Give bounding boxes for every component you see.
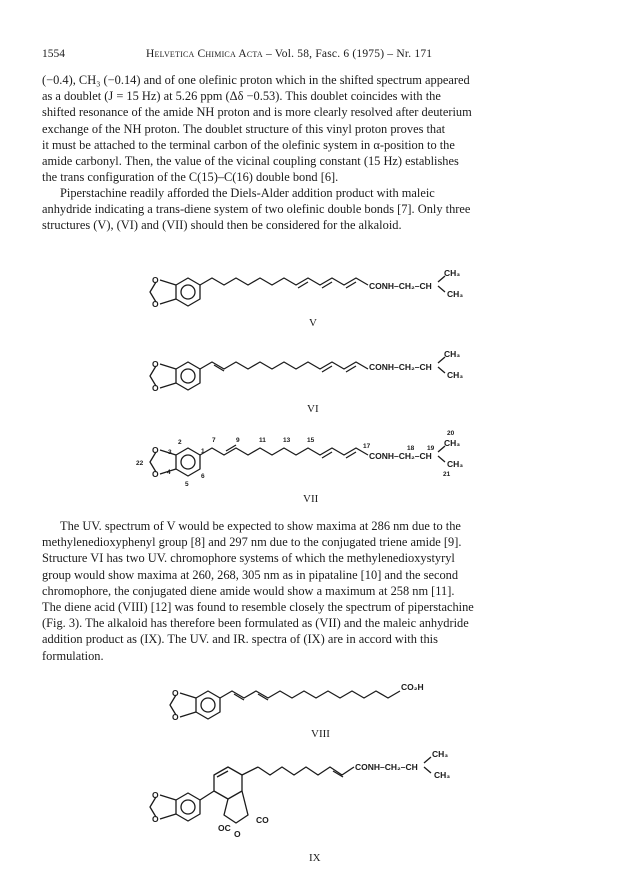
structure-vi xyxy=(0,334,632,416)
amide-group: CONH–CH₂–CH xyxy=(355,762,418,772)
polyene-chain xyxy=(220,691,400,698)
structure-vii xyxy=(0,420,632,508)
text-line: anhydride indicating a trans-diene system of two olefinic double bonds [7]. Only three xyxy=(42,202,471,217)
structure-v xyxy=(0,250,632,330)
text-line: The diene acid (VIII) [12] was found to resemble closely the spectrum of piperstachine xyxy=(42,600,474,615)
structure-label: VI xyxy=(307,403,319,415)
methylenedioxyphenyl-ring xyxy=(150,275,200,309)
methyl-label: CH₃ xyxy=(447,370,464,380)
polyene-chain xyxy=(200,278,368,285)
atom-number: 20 xyxy=(447,430,455,437)
atom-number: 13 xyxy=(283,437,291,444)
running-title xyxy=(146,48,432,60)
oxygen-label: O xyxy=(152,383,159,393)
atom-number: 2 xyxy=(178,439,182,446)
atom-number: 22 xyxy=(136,460,144,467)
oxygen-label: O xyxy=(152,790,159,800)
amide-group: CONH–CH₂–CH xyxy=(369,281,432,291)
journal-citation: – Vol. 58, Fasc. 6 (1975) – Nr. 171 xyxy=(265,48,433,60)
structure-v-drawing xyxy=(0,250,632,330)
structure-ix xyxy=(0,745,632,865)
text-line: formulation. xyxy=(42,648,104,663)
text-line: exchange of the NH proton. The doublet structure of this vinyl proton proves that xyxy=(42,121,446,136)
text-line: the trans configuration of the C(15)–C(16) double bond [6]. xyxy=(42,170,339,185)
methylenedioxyphenyl-ring xyxy=(150,790,200,824)
text-line: shifted resonance of the amide NH proton and is more clearly resolved after deuterium xyxy=(42,105,472,120)
page-number: 1554 xyxy=(42,48,65,60)
atom-number: 6 xyxy=(201,473,205,480)
text-line: (Fig. 3). The alkaloid has therefore been formulated as (VII) and the maleic anhydride xyxy=(42,616,469,631)
atom-number: 1 xyxy=(201,448,205,455)
oxygen-label: O xyxy=(152,469,159,479)
atom-number: 17 xyxy=(363,443,371,450)
methyl-label: CH₃ xyxy=(447,459,464,469)
atom-number: 7 xyxy=(212,437,216,444)
polyene-chain xyxy=(258,767,354,775)
structure-viii-drawing xyxy=(0,665,632,743)
text-line: Piperstachine readily afforded the Diels-Alder addition product with maleic xyxy=(60,186,435,200)
polyene-chain xyxy=(200,362,368,369)
oxygen-label: O xyxy=(152,445,159,455)
oxygen-label: O xyxy=(152,814,159,824)
oxygen-label: O xyxy=(172,688,179,698)
text-line: methylenedioxyphenyl group [8] and 297 nm due to the conjugated triene amide [9]. xyxy=(42,535,462,550)
text-line: it must be attached to the terminal carbon of the olefinic system in α-position to the xyxy=(42,137,455,152)
amide-group: CONH–CH₂–CH xyxy=(369,451,432,461)
text-line: (−0.4), CH₃ (−0.14) and of one olefinic proton which in the shifted spectrum appeared xyxy=(42,73,470,87)
amide-group: CONH–CH₂–CH xyxy=(369,362,432,372)
text-line: The UV. spectrum of V would be expected to show maxima at 286 nm due to the xyxy=(60,519,461,533)
anhydride-o-label: O xyxy=(234,829,241,839)
methylenedioxyphenyl-ring xyxy=(170,688,220,722)
text-line: structures (V), (VI) and (VII) should then be considered for the alkaloid. xyxy=(42,218,402,233)
paragraph-uv-spectra xyxy=(42,518,593,664)
paragraph-diels-alder xyxy=(42,185,593,234)
anhydride-oc-label: OC xyxy=(218,823,231,833)
atom-number: 11 xyxy=(259,437,266,444)
paragraph-nmr xyxy=(42,72,593,185)
oxygen-label: O xyxy=(152,299,159,309)
atom-number: 9 xyxy=(236,437,240,444)
methyl-label: CH₃ xyxy=(444,438,461,448)
structure-vii-drawing xyxy=(0,420,632,508)
journal-name: Helvetica Chimica Acta xyxy=(146,48,263,60)
atom-number: 18 xyxy=(407,445,415,452)
methyl-label: CH₃ xyxy=(444,268,461,278)
atom-number: 21 xyxy=(443,471,451,478)
text-line: addition product as (IX). The UV. and IR. spectra of (IX) are in accord with this xyxy=(42,632,438,647)
atom-number: 4 xyxy=(167,469,171,476)
methyl-label: CH₃ xyxy=(447,289,464,299)
cyclohexene-adduct xyxy=(200,767,269,839)
structure-label: V xyxy=(309,317,317,329)
text-line: group would show maxima at 260, 268, 305 nm as in pipataline [10] and the second xyxy=(42,567,459,582)
text-line: Structure VI has two UV. chromophore systems of which the methylenedioxystyryl xyxy=(42,551,455,566)
text-line: chromophore, the conjugated diene amide would show a maximum at 258 nm [11]. xyxy=(42,583,455,598)
structure-label: IX xyxy=(309,852,321,864)
anhydride-co-label: CO xyxy=(256,815,269,825)
methyl-label: CH₃ xyxy=(444,349,461,359)
running-header xyxy=(42,48,590,64)
structure-viii xyxy=(0,665,632,743)
methyl-label: CH₃ xyxy=(432,749,449,759)
atom-number: 5 xyxy=(185,481,189,488)
text-line: as a doublet (J = 15 Hz) at 5.26 ppm (Δδ −0.53). This doublet coincides with the xyxy=(42,89,441,104)
structure-vi-drawing xyxy=(0,334,632,416)
text-line: amide carbonyl. Then, the value of the vicinal coupling constant (15 Hz) establishes xyxy=(42,154,459,169)
methylenedioxyphenyl-ring xyxy=(150,359,200,393)
polyene-chain xyxy=(200,448,368,455)
oxygen-label: O xyxy=(152,275,159,285)
structure-label: VII xyxy=(303,493,319,505)
oxygen-label: O xyxy=(152,359,159,369)
atom-number: 15 xyxy=(307,437,315,444)
atom-number: 19 xyxy=(427,445,435,452)
methylenedioxyphenyl-ring xyxy=(150,445,200,479)
acid-group: CO₂H xyxy=(401,682,424,692)
atom-number: 3 xyxy=(168,449,172,456)
structure-label: VIII xyxy=(311,728,330,740)
oxygen-label: O xyxy=(172,712,179,722)
methyl-label: CH₃ xyxy=(434,770,451,780)
structure-ix-drawing xyxy=(0,745,632,865)
